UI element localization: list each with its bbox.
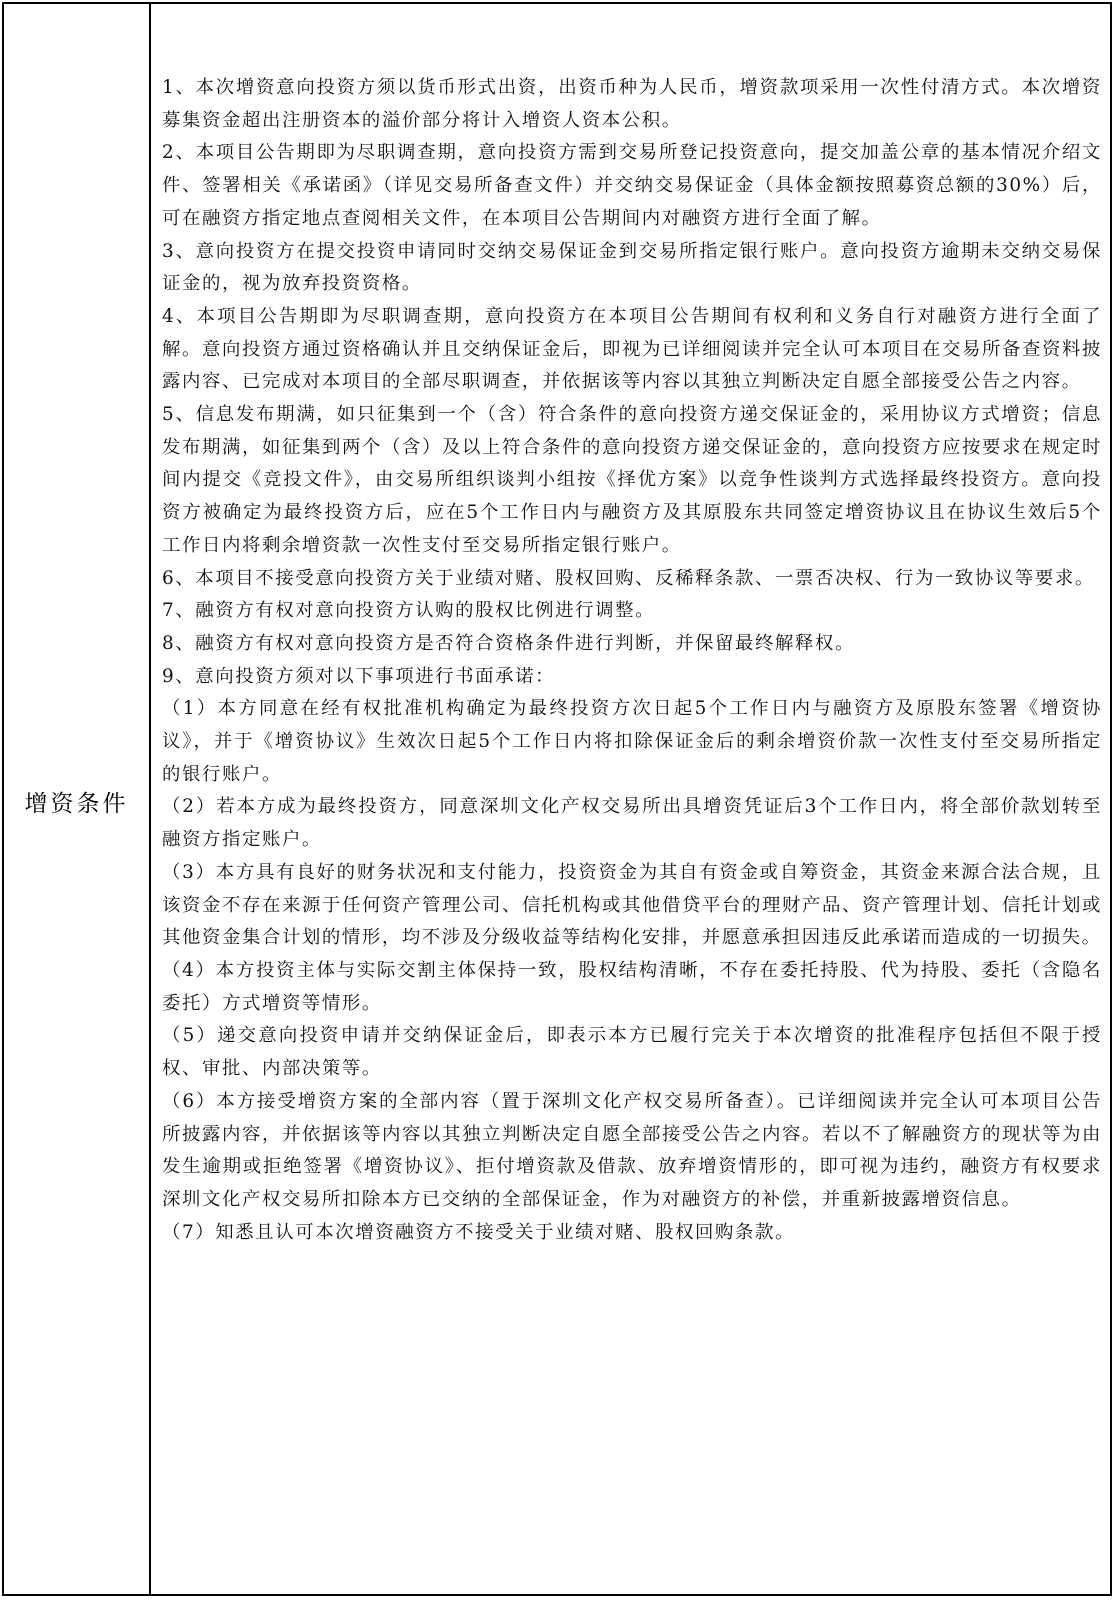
condition-item-4: 4、本项目公告期即为尽职调查期，意向投资方在本项目公告期间有权利和义务自行对融资方进行全面了解。意向投资方通过资格确认并且交纳保证金后，即视为已详细阅读并完全认可本项目在交易所备查资料披露内容、已完成对本项目的全部尽职调查，并依据该等内容以其独立判断决定自愿全部接受公告之内容。 <box>162 305 1102 393</box>
label-cell <box>4 4 149 1594</box>
conditions-table <box>2 2 1112 1596</box>
condition-item-3: 3、意向投资方在提交投资申请同时交纳交易保证金到交易所指定银行账户。意向投资方逾期未交纳交易保证金的，视为放弃投资资格。 <box>162 240 1102 295</box>
condition-item-7: 7、融资方有权对意向投资方认购的股权比例进行调整。 <box>162 600 656 622</box>
condition-item-5: 5、信息发布期满，如只征集到一个（含）符合条件的意向投资方递交保证金的，采用协议方式增资；信息发布期满，如征集到两个（含）及以上符合条件的意向投资方递交保证金的，意向投资方应按要求在规定时间内提交《竞投文件》，由交易所组织谈判小组按《择优方案》以竞争性谈判方式选择最终投资方。意向投资方被确定为最终投资方后，应在5个工作日内与融资方及其原股东共同签定增资协议且在协议生效后5个工作日内将剩余增资款一次性支付至交易所指定银行账户。 <box>162 404 1102 556</box>
condition-item-2: 2、本项目公告期即为尽职调查期，意向投资方需到交易所登记投资意向，提交加盖公章的基本情况介绍文件、签署相关《承诺函》（详见交易所备查文件）并交纳交易保证金（具体金额按照募资总额的30%）后，可在融资方指定地点查阅相关文件，在本项目公告期间内对融资方进行全面了解。 <box>162 142 1102 229</box>
row-label: 增资条件 <box>24 791 129 817</box>
condition-item-1: 1、本次增资意向投资方须以货币形式出资，出资币种为人民币，增资款项采用一次性付清方式。本次增资募集资金超出注册资本的溢价部分将计入增资人资本公积。 <box>162 77 1102 131</box>
column-divider <box>149 4 151 1594</box>
commitment-item-7: （7）知悉且认可本次增资融资方不接受关于业绩对赌、股权回购条款。 <box>162 1221 796 1243</box>
condition-item-9: 9、意向投资方须对以下事项进行书面承诺： <box>162 665 556 687</box>
content-cell <box>162 72 1102 1249</box>
commitment-item-2: （2）若本方成为最终投资方，同意深圳文化产权交易所出具增资凭证后3个工作日内，将全部价款划转至融资方指定账户。 <box>162 796 1102 851</box>
condition-item-8: 8、融资方有权对意向投资方是否符合资格条件进行判断，并保留最终解释权。 <box>162 632 855 654</box>
condition-item-6: 6、本项目不接受意向投资方关于业绩对赌、股权回购、反稀释条款、一票否决权、行为一致协议等要求。 <box>162 567 1095 589</box>
commitment-item-6: （6）本方接受增资方案的全部内容（置于深圳文化产权交易所备查）。已详细阅读并完全认可本项目公告所披露内容，并依据该等内容以其独立判断决定自愿全部接受公告之内容。若以不了解融资方的现状等为由发生逾期或拒绝签署《增资协议》、拒付增资款及借款、放弃增资情形的，即可视为违约，融资方有权要求深圳文化产权交易所扣除本方已交纳的全部保证金，作为对融资方的补偿，并重新披露增资信息。 <box>162 1090 1102 1210</box>
commitment-item-1: （1）本方同意在经有权批准机构确定为最终投资方次日起5个工作日内与融资方及原股东签署《增资协议》，并于《增资协议》生效次日起5个工作日内将扣除保证金后的剩余增资价款一次性支付至交易所指定的银行账户。 <box>162 698 1102 785</box>
commitment-item-4: （4）本方投资主体与实际交割主体保持一致，股权结构清晰，不存在委托持股、代为持股、委托（含隐名委托）方式增资等情形。 <box>162 959 1102 1014</box>
commitment-item-5: （5）递交意向投资申请并交纳保证金后，即表示本方已履行完关于本次增资的批准程序包括但不限于授权、审批、内部决策等。 <box>162 1025 1102 1080</box>
commitment-item-3: （3）本方具有良好的财务状况和支付能力，投资资金为其自有资金或自筹资金，其资金来源合法合规，且该资金不存在来源于任何资产管理公司、信托机构或其他借贷平台的理财产品、资产管理计划、信托计划或其他资金集合计划的情形，均不涉及分级收益等结构化安排，并愿意承担因违反此承诺而造成的一切损失。 <box>162 861 1102 949</box>
